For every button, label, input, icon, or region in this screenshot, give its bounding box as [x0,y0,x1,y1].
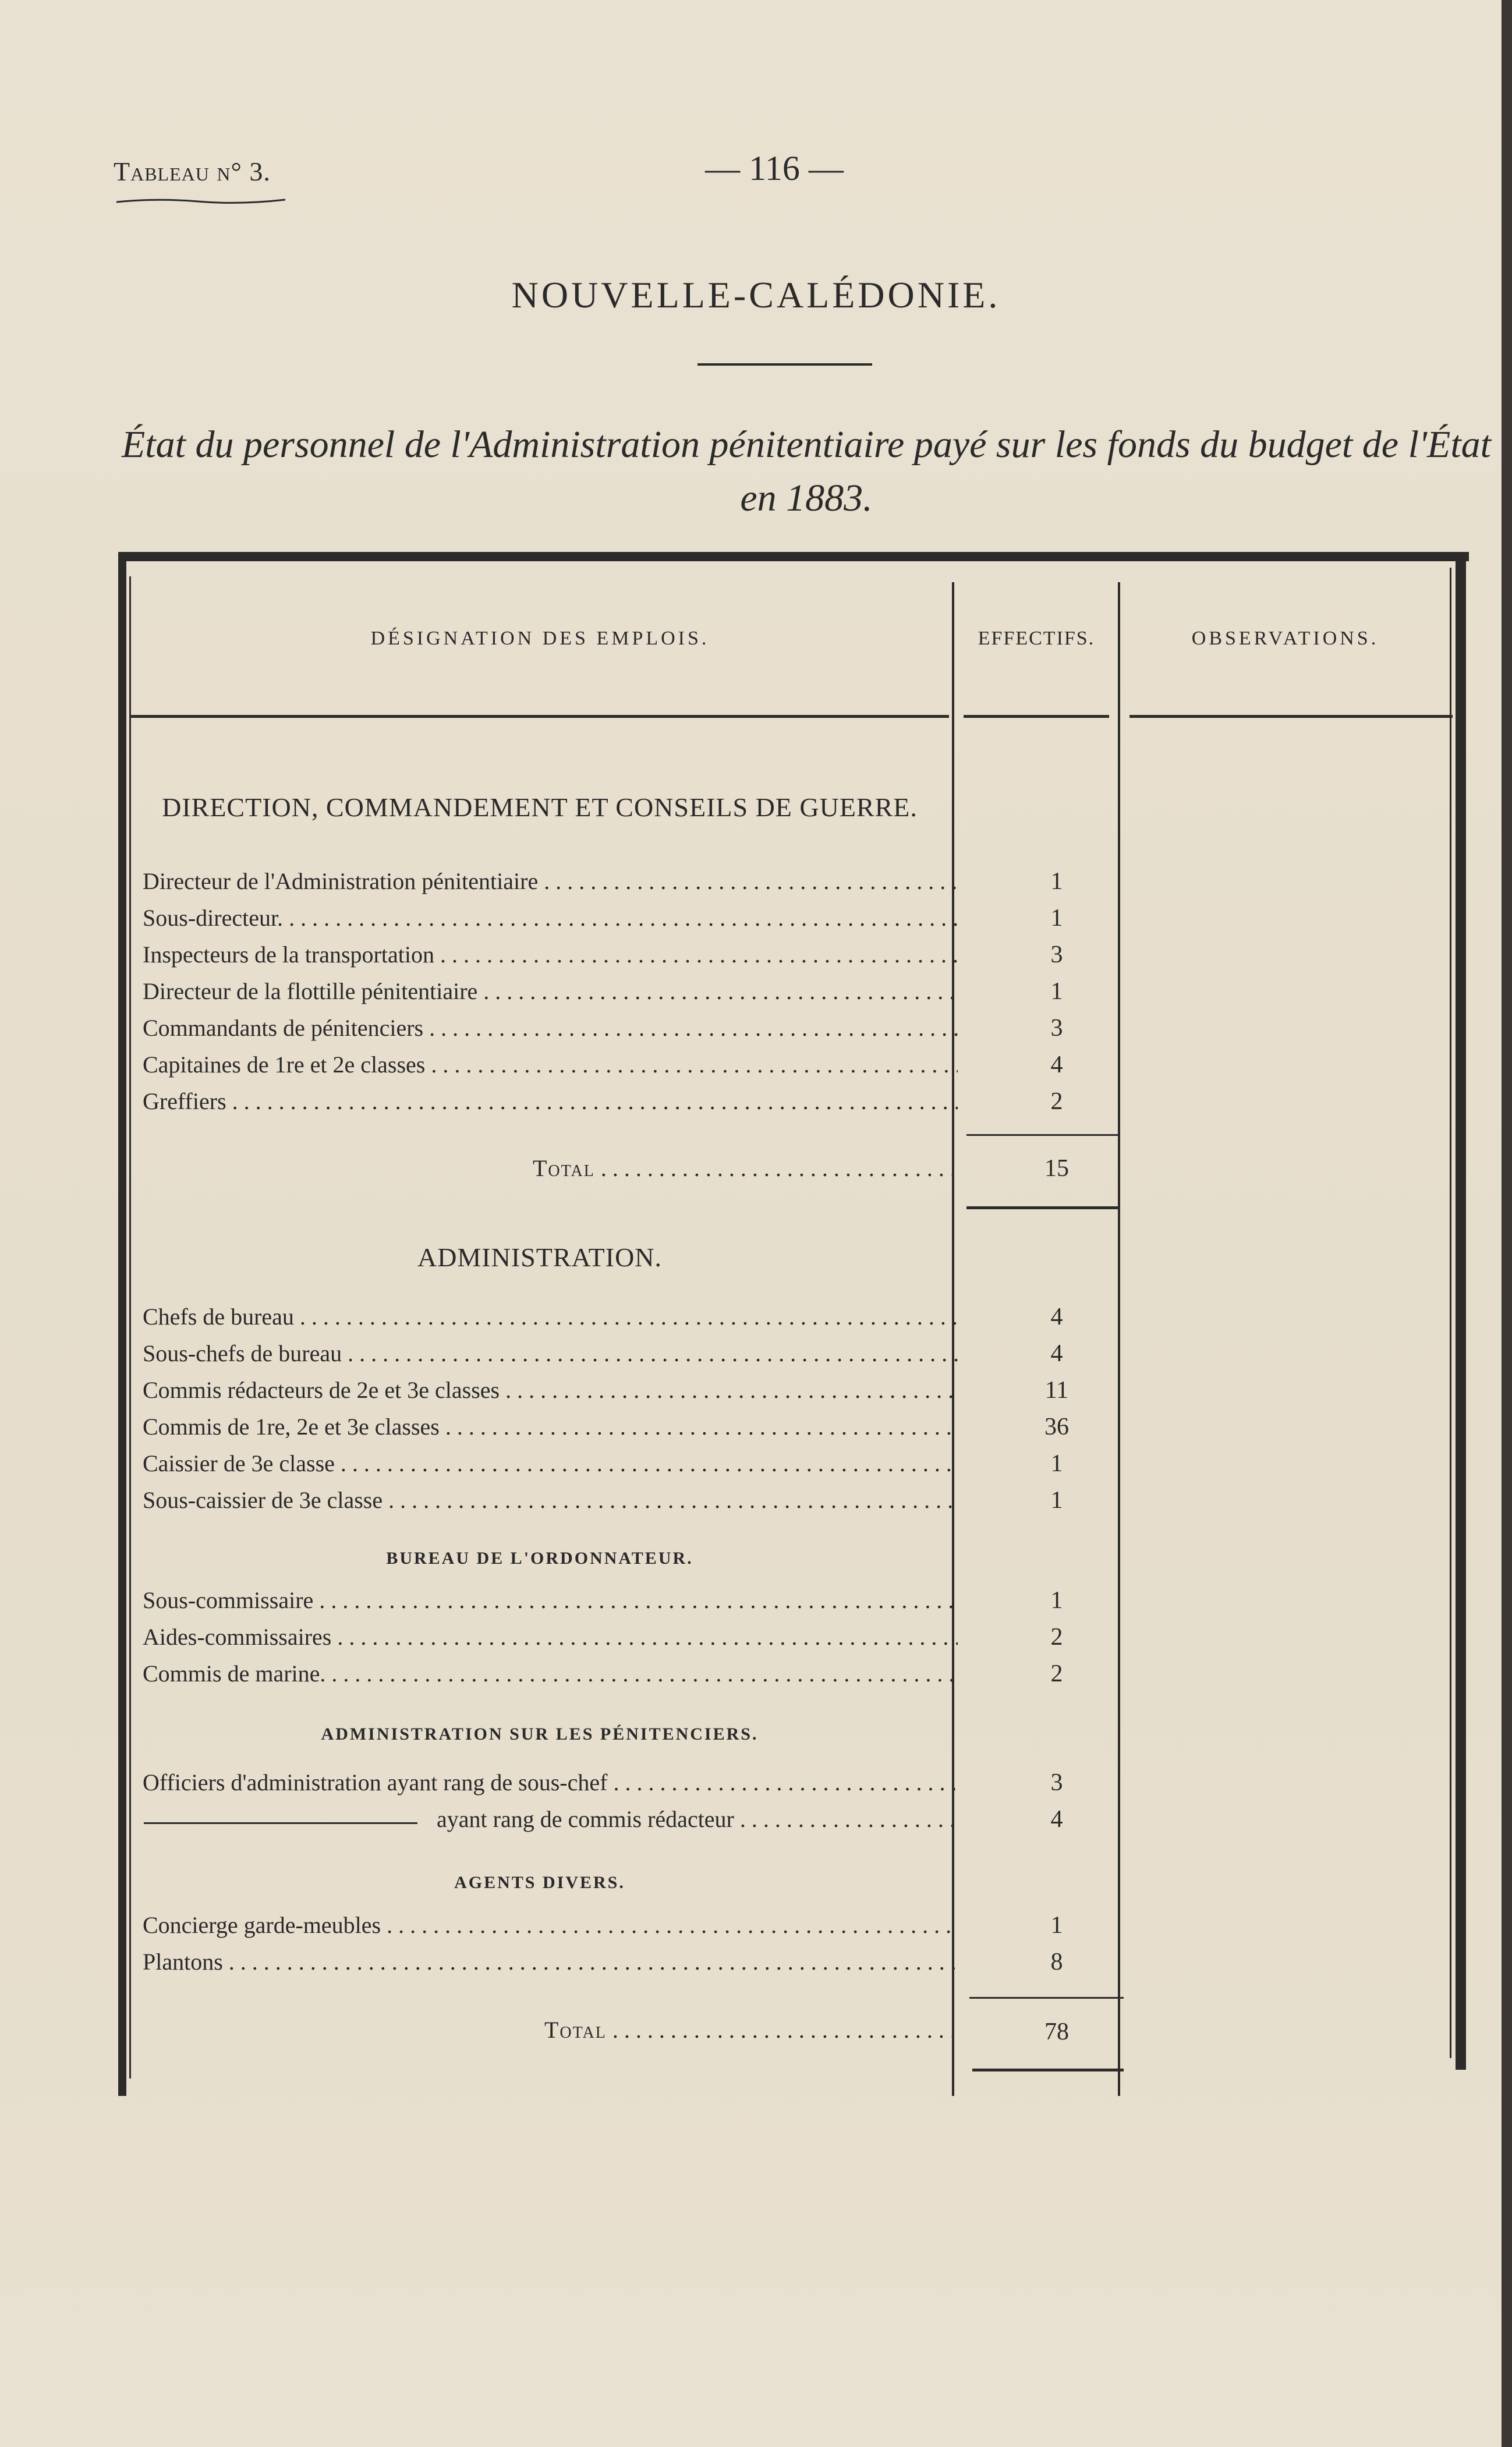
row-value: 1 [1050,1912,1063,1939]
column-header-effectifs: EFFECTIFS. [978,628,1095,649]
table-row: Plantons . . . [143,1948,958,1983]
row-value: 8 [1050,1949,1063,1975]
total-value: 15 [1044,1155,1069,1182]
header-rule-observations [1129,715,1453,718]
total-rule [966,1206,1118,1209]
title-rule [697,363,872,366]
column-header-observations: OBSERVATIONS. [1191,628,1379,649]
row-value: 1 [1050,905,1063,932]
table-row: Sous-chefs de bureau . . . [143,1340,958,1375]
row-value: 2 [1050,1088,1063,1115]
row-value: 2 [1050,1624,1063,1651]
column-header-designation: DÉSIGNATION DES EMPLOIS. [370,628,710,649]
row-value: 4 [1050,1304,1063,1330]
table-top-border [118,552,1469,561]
table-row: Commis rédacteurs de 2e et 3e classes . . . [143,1376,958,1411]
row-value: 1 [1050,868,1063,895]
section-title-direction: DIRECTION, COMMANDEMENT ET CONSEILS DE GUERRE. [162,792,918,822]
subtitle-line-2: en 1883. [740,477,873,519]
table-left-border [118,559,126,2096]
row-value: 3 [1050,1769,1063,1796]
subtotal-rule [966,1134,1118,1136]
table-row: Directeur de l'Administration pénitentiaire . . . [143,867,958,902]
table-row: Inspecteurs de la transportation . . . [143,941,958,976]
total-label: Total . . . [544,2016,952,2044]
header-rule-designation [129,715,949,718]
table-row: Concierge garde-meubles . . . [143,1911,958,1946]
subtotal-rule [969,1997,1124,1999]
header-rule-effectifs [964,715,1109,718]
page-subtitle [119,418,1493,525]
row-value: 36 [1044,1414,1069,1440]
table-row: Commis de marine. . . . [143,1660,958,1695]
table-row: Chefs de bureau . . . [143,1303,958,1338]
table-row: Directeur de la flottille pénitentiaire . . . [143,978,958,1012]
row-value: 1 [1050,1487,1063,1514]
table-row: Aides-commissaires . . . [143,1623,958,1658]
table-row: Caissier de 3e classe . . . [143,1450,958,1485]
decorative-swash [116,197,285,205]
total-label: Total . . . [533,1155,952,1182]
table-row: Officiers d'administration ayant rang de sous-chef . . . [143,1769,958,1804]
row-value: 3 [1050,1015,1063,1042]
column-divider-2 [1118,582,1120,2096]
row-value: 2 [1050,1660,1063,1687]
row-value: 4 [1050,1051,1063,1078]
table-row: Capitaines de 1re et 2e classes . . . [143,1051,958,1086]
column-divider-1 [952,582,954,2096]
table-reference: Tableau n° 3. [114,157,271,186]
total-rule [972,2069,1124,2071]
table-right-inner-border [1450,568,1451,2058]
subsection-title-agents: AGENTS DIVERS. [454,1873,625,1892]
row-value: 11 [1044,1377,1069,1404]
row-value: 4 [1050,1340,1063,1367]
table-row: Commis de 1re, 2e et 3e classes . . . [143,1413,958,1448]
table-row: Commandants de pénitenciers . . . [143,1014,958,1049]
table-right-border [1456,556,1466,2070]
table-row: Sous-directeur. . . . [143,904,958,939]
table-row: Greffiers . . . [143,1088,958,1122]
table-row: ayant rang de commis rédacteur . . . [437,1805,958,1840]
subsection-title-penitenciers: ADMINISTRATION SUR LES PÉNITENCIERS. [321,1724,759,1744]
page-edge [1502,0,1512,2447]
page-title: NOUVELLE-CALÉDONIE. [511,274,1001,316]
row-value: 1 [1050,1450,1063,1477]
subtitle-line-1: État du personnel de l'Administration pénitentiaire payé sur les fonds du budget de l'État [121,423,1492,466]
page-number: — 116 — [705,149,844,187]
ditto-line [144,1822,417,1824]
section-title-administration: ADMINISTRATION. [417,1242,663,1272]
row-value: 3 [1050,941,1063,968]
row-value: 1 [1050,978,1063,1005]
row-value: 4 [1050,1806,1063,1833]
table-row: Sous-caissier de 3e classe . . . [143,1486,958,1521]
total-value: 78 [1044,2018,1069,2045]
row-value: 1 [1050,1587,1063,1614]
subsection-title-ordonnateur: BUREAU DE L'ORDONNATEUR. [386,1549,693,1568]
table-row: Sous-commissaire . . . [143,1587,958,1621]
